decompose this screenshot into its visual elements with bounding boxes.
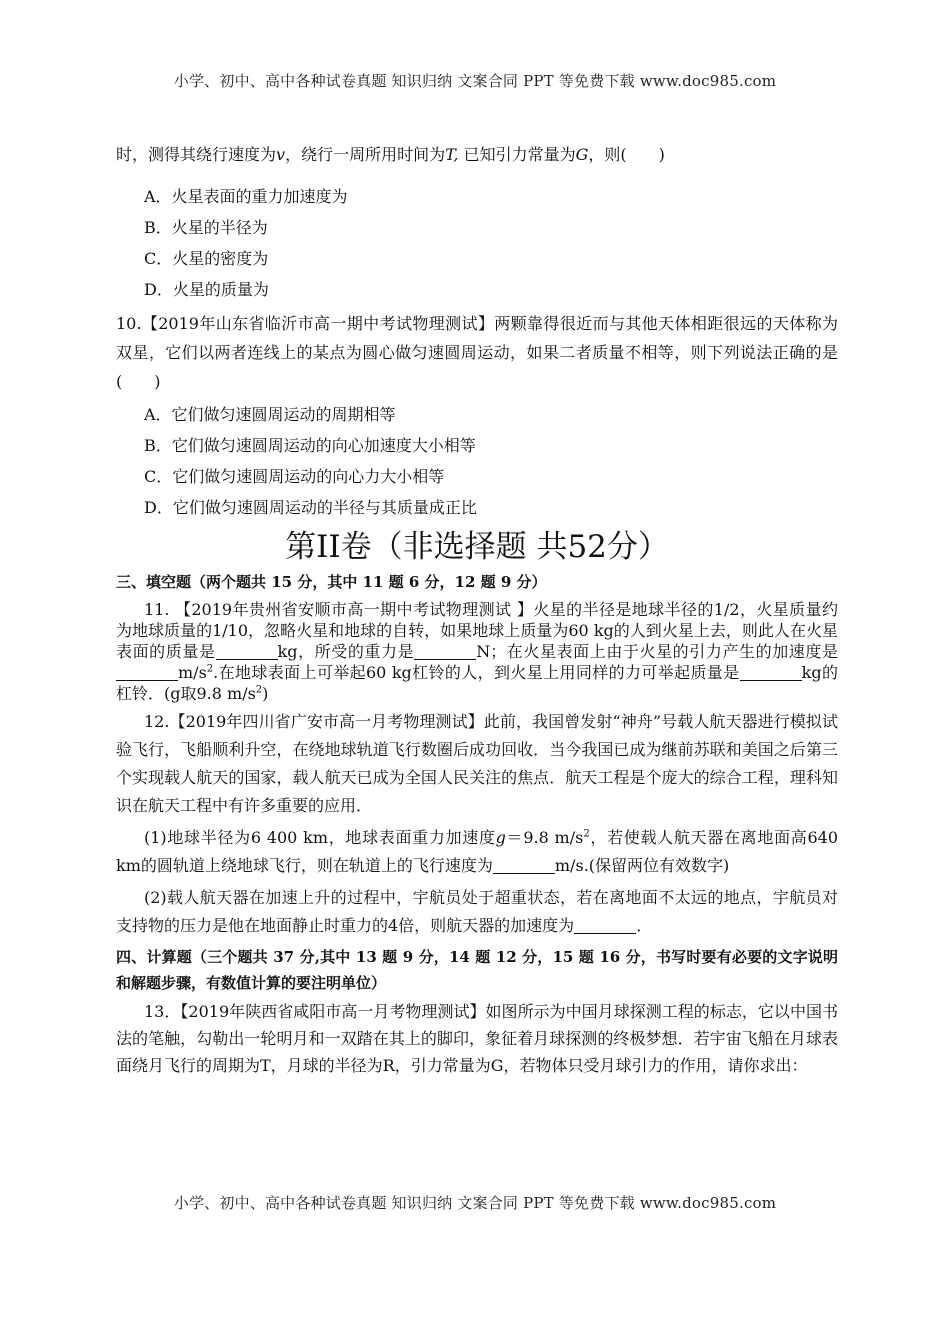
q12-text: (1)地球半径为6 400 km，地球表面重力加速度 (144, 828, 496, 847)
superscript: 2 (583, 828, 590, 840)
part-4-title: 四、计算题（三个题共 37 分,其中 13 题 9 分，14 题 12 分，15 题 16 分，书写时要有必要的文字说明和解题步骤，有数值计算的要注明单位） (116, 948, 838, 992)
q11-text: m/s (178, 663, 207, 682)
answer-blank[interactable] (116, 664, 178, 681)
question-10-stem: 10.【2019年山东省临沂市高一期中考试物理测试】两颗靠得很近而与其他天体相距很远的天体称为双星，它们以两者连线上的某点为圆心做匀速圆周运动，如果二者质量不相等，则下列说法正确的是( ) (116, 314, 838, 391)
q9-text: ，绕行一周所用时间为 (285, 145, 446, 164)
answer-blank[interactable] (216, 643, 278, 660)
q9-option-c: C．火星的密度为 (144, 249, 269, 268)
q12-text: m/s.(保留两位有效数字) (554, 856, 730, 875)
answer-blank[interactable] (493, 857, 555, 874)
var-T: T, (445, 145, 459, 164)
q10-option-d: D．它们做匀速圆周运动的半径与其质量成正比 (144, 498, 477, 517)
question-12-intro: 12.【2019年四川省广安市高一月考物理测试】此前，我国曾发射“神舟”号载人航天器进行模拟试验飞行，飞船顺利升空，在绕地球轨道飞行数圈后成功回收．当今我国已成为继前苏联和美国之后第三个实现载人航天的国家，载人航天已成为全国人民关注的焦点．航天工程是个庞大的综合工程，理科知识在航天工程中有许多重要的应用． (116, 712, 838, 815)
question-11 (116, 599, 838, 704)
q12-text: ． (636, 916, 653, 935)
q9-option-b: B．火星的半径为 (144, 218, 268, 237)
q9-option-d: D．火星的质量为 (144, 280, 269, 299)
q11-text: kg的杠铃．(g取9.8 m/s (116, 663, 838, 703)
superscript: 2 (255, 684, 263, 696)
question-12-part-2 (116, 884, 838, 940)
answer-blank[interactable] (740, 664, 802, 681)
q10-option-a: A．它们做匀速圆周运动的周期相等 (144, 405, 396, 424)
q9-text: ，则( ) (588, 145, 665, 164)
q12-text: ＝9.8 m/s (505, 828, 584, 847)
q9-text: 已知引力常量为 (458, 145, 576, 164)
part-3-title: 三、填空题（两个题共 15 分，其中 11 题 6 分，12 题 9 分） (116, 573, 547, 591)
q9-option-a: A．火星表面的重力加速度为 (144, 187, 348, 206)
question-12-part-1 (116, 824, 838, 880)
question-13: 13．【2019年陕西省咸阳市高一月考物理测试】如图所示为中国月球探测工程的标志，它以中国书法的笔触，勾勒出一轮明月和一双踏在其上的脚印，象征着月球探测的终极梦想．若宇宙飞船在月球表面绕月飞行的周期为T，月球的半径为R，引力常量为G，若物体只受月球引力的作用，请你求出： (116, 1002, 838, 1075)
page-header: 小学、初中、高中各种试卷真题 知识归纳 文案合同 PPT 等免费下载 www.doc985.com (173, 72, 777, 90)
q11-text: .在地球表面上可举起60 kg杠铃的人，到火星上用同样的力可举起质量是 (213, 663, 740, 682)
q11-text: ) (262, 684, 269, 703)
q10-option-c: C．它们做匀速圆周运动的向心力大小相等 (144, 467, 445, 486)
answer-blank[interactable] (414, 643, 476, 660)
page-content (116, 144, 838, 1079)
var-g: g (495, 828, 506, 847)
superscript: 2 (206, 663, 214, 675)
q12-text: ，若使载人航天器在离地面高640 km的圆轨道上绕地球飞行，则在轨道上的飞行速度为 (116, 828, 838, 875)
page-footer: 小学、初中、高中各种试卷真题 知识归纳 文案合同 PPT 等免费下载 www.doc985.com (173, 1194, 777, 1212)
answer-blank[interactable] (574, 917, 636, 934)
q11-text: N；在火星表面上由于火星的引力产生的加速度是 (476, 642, 838, 661)
section-2-title: 第II卷（非选择题 共52分） (285, 529, 669, 565)
q12-text: (2)载人航天器在加速上升的过程中，宇航员处于超重状态，若在离地面不太远的地点，宇航员对支持物的压力是他在地面静止时重力的4倍，则航天器的加速度为 (116, 888, 838, 935)
q10-option-b: B．它们做匀速圆周运动的向心加速度大小相等 (144, 436, 476, 455)
q11-text: 11. 【2019年贵州省安顺市高一期中考试物理测试 】火星的半径是地球半径的1/2，火星质量约为地球质量的1/10，忽略火星和地球的自转，如果地球上质量为60 kg的人到火星上去，则此人在火星表面的质量是 (116, 600, 838, 661)
q9-text: 时，测得其绕行速度为 (116, 145, 277, 164)
var-G: G (575, 145, 589, 164)
var-v: v (276, 145, 286, 164)
q11-text: kg，所受的重力是 (277, 642, 415, 661)
question-9-stem (116, 144, 838, 166)
